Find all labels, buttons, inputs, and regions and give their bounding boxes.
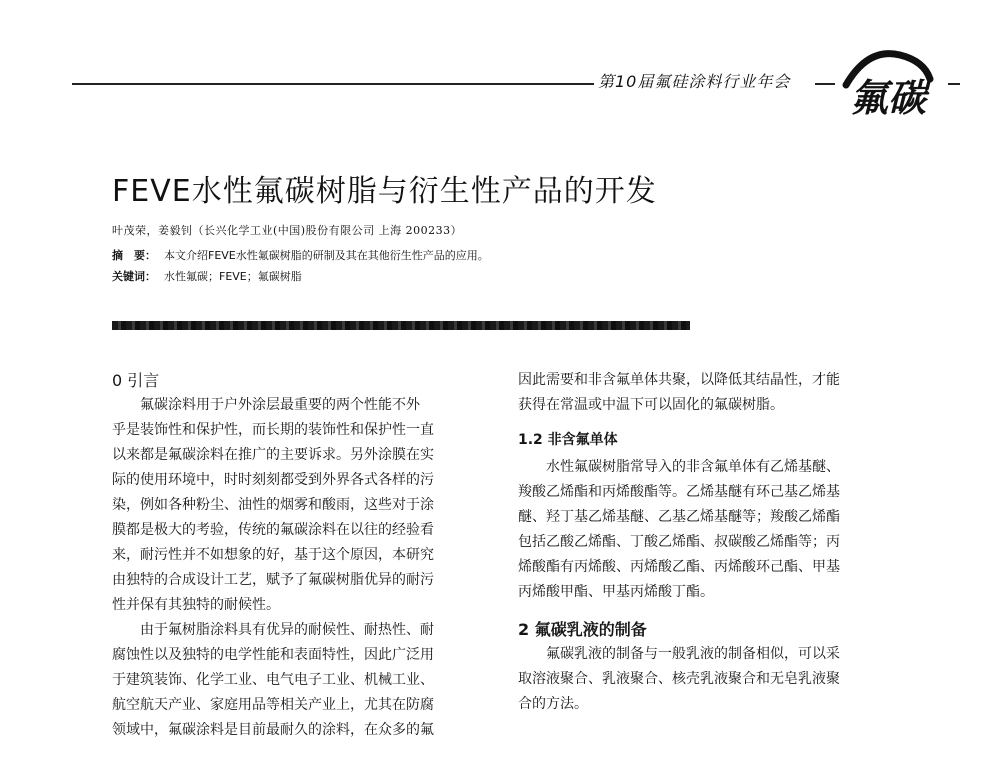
text-line: 获得在常温或中温下可以固化的氟碳树脂。	[518, 397, 784, 413]
text-line: 由独特的合成设计工艺，赋予了氟碳树脂优异的耐污	[112, 572, 434, 588]
right-column	[518, 368, 898, 717]
text-line: 氟碳乳液的制备与一般乳液的制备相似，可以采	[546, 646, 840, 662]
text-line: 水性氟碳树脂常导入的非含氟单体有乙烯基醚、	[546, 459, 840, 475]
logo-text: 氟碳	[849, 76, 927, 120]
text-line: 取溶液聚合、乳液聚合、核壳乳液聚合和无皂乳液聚	[518, 671, 840, 687]
section-2-heading: 2 氟碳乳液的制备	[518, 620, 647, 639]
intro-paragraph-2	[112, 618, 492, 743]
header-rule	[72, 83, 620, 85]
text-line: 由于氟树脂涂料具有优异的耐候性、耐热性、耐	[140, 622, 434, 638]
text-line: 性并保有其独特的耐候性。	[112, 597, 280, 613]
text-line: 羧酸乙烯酯和丙烯酸酯等。乙烯基醚有环己基乙烯基	[518, 484, 840, 500]
section-0-heading: 0 引言	[112, 371, 160, 390]
abstract	[112, 247, 489, 263]
left-column	[112, 368, 492, 743]
intro-paragraph-1	[112, 393, 492, 618]
text-line: 包括乙酸乙烯酯、丁酸乙烯酯、叔碳酸乙烯酯等；丙	[518, 534, 840, 550]
text-line: 因此需要和非含氟单体共聚，以降低其结晶性，才能	[518, 372, 840, 388]
text-line: 烯酸酯有丙烯酸、丙烯酸乙酯、丙烯酸环己酯、甲基	[518, 559, 840, 575]
keywords-label: 关键词：	[112, 270, 156, 283]
divider-bar	[112, 321, 690, 330]
keywords-text: 水性氟碳；FEVE；氟碳树脂	[164, 270, 302, 283]
text-line: 来，耐污性并不如想象的好，基于这个原因，本研究	[112, 547, 434, 563]
abstract-text: 本文介绍FEVE水性氟碳树脂的研制及其在其他衍生性产品的应用。	[164, 249, 489, 262]
text-line: 于建筑装饰、化学工业、电气电子工业、机械工业、	[112, 672, 434, 688]
abstract-label: 摘 要：	[112, 249, 156, 262]
text-line: 以来都是氟碳涂料在推广的主要诉求。另外涂膜在实	[112, 447, 434, 463]
text-line: 乎是装饰性和保护性，而长期的装饰性和保护性一直	[112, 422, 434, 438]
header-rule-end	[948, 83, 960, 85]
authors: 叶茂荣，姜毅钊（长兴化学工业(中国)股份有限公司 上海 200233）	[112, 224, 463, 237]
text-line: 领域中，氟碳涂料是目前最耐久的涂料，在众多的氟	[112, 722, 434, 738]
text-line: 染，例如各种粉尘、油性的烟雾和酸雨，这些对于涂	[112, 497, 434, 513]
continued-paragraph	[518, 368, 898, 418]
monomer-paragraph	[518, 455, 898, 605]
emulsion-paragraph	[518, 642, 898, 717]
text-line: 膜都是极大的考验，传统的氟碳涂料在以往的经验看	[112, 522, 434, 538]
text-line: 醚、羟丁基乙烯基醚、乙基乙烯基醚等；羧酸乙烯酯	[518, 509, 840, 525]
conference-logo	[838, 45, 948, 120]
text-line: 际的使用环境中，时时刻刻都受到外界各式各样的污	[112, 472, 434, 488]
conference-title: 第10届氟硅涂料行业年会	[594, 69, 794, 92]
text-line: 航空航天产业、家庭用品等相关产业上，尤其在防腐	[112, 697, 434, 713]
text-line: 合的方法。	[518, 696, 588, 712]
header-rule-tail	[815, 83, 835, 85]
paper-title: FEVE水性氟碳树脂与衍生性产品的开发	[112, 174, 657, 209]
section-1-2-heading: 1.2 非含氟单体	[518, 432, 618, 448]
text-line: 氟碳涂料用于户外涂层最重要的两个性能不外	[140, 397, 420, 413]
text-line: 腐蚀性以及独特的电学性能和表面特性，因此广泛用	[112, 647, 434, 663]
keywords	[112, 268, 302, 284]
text-line: 丙烯酸甲酯、甲基丙烯酸丁酯。	[518, 584, 714, 600]
